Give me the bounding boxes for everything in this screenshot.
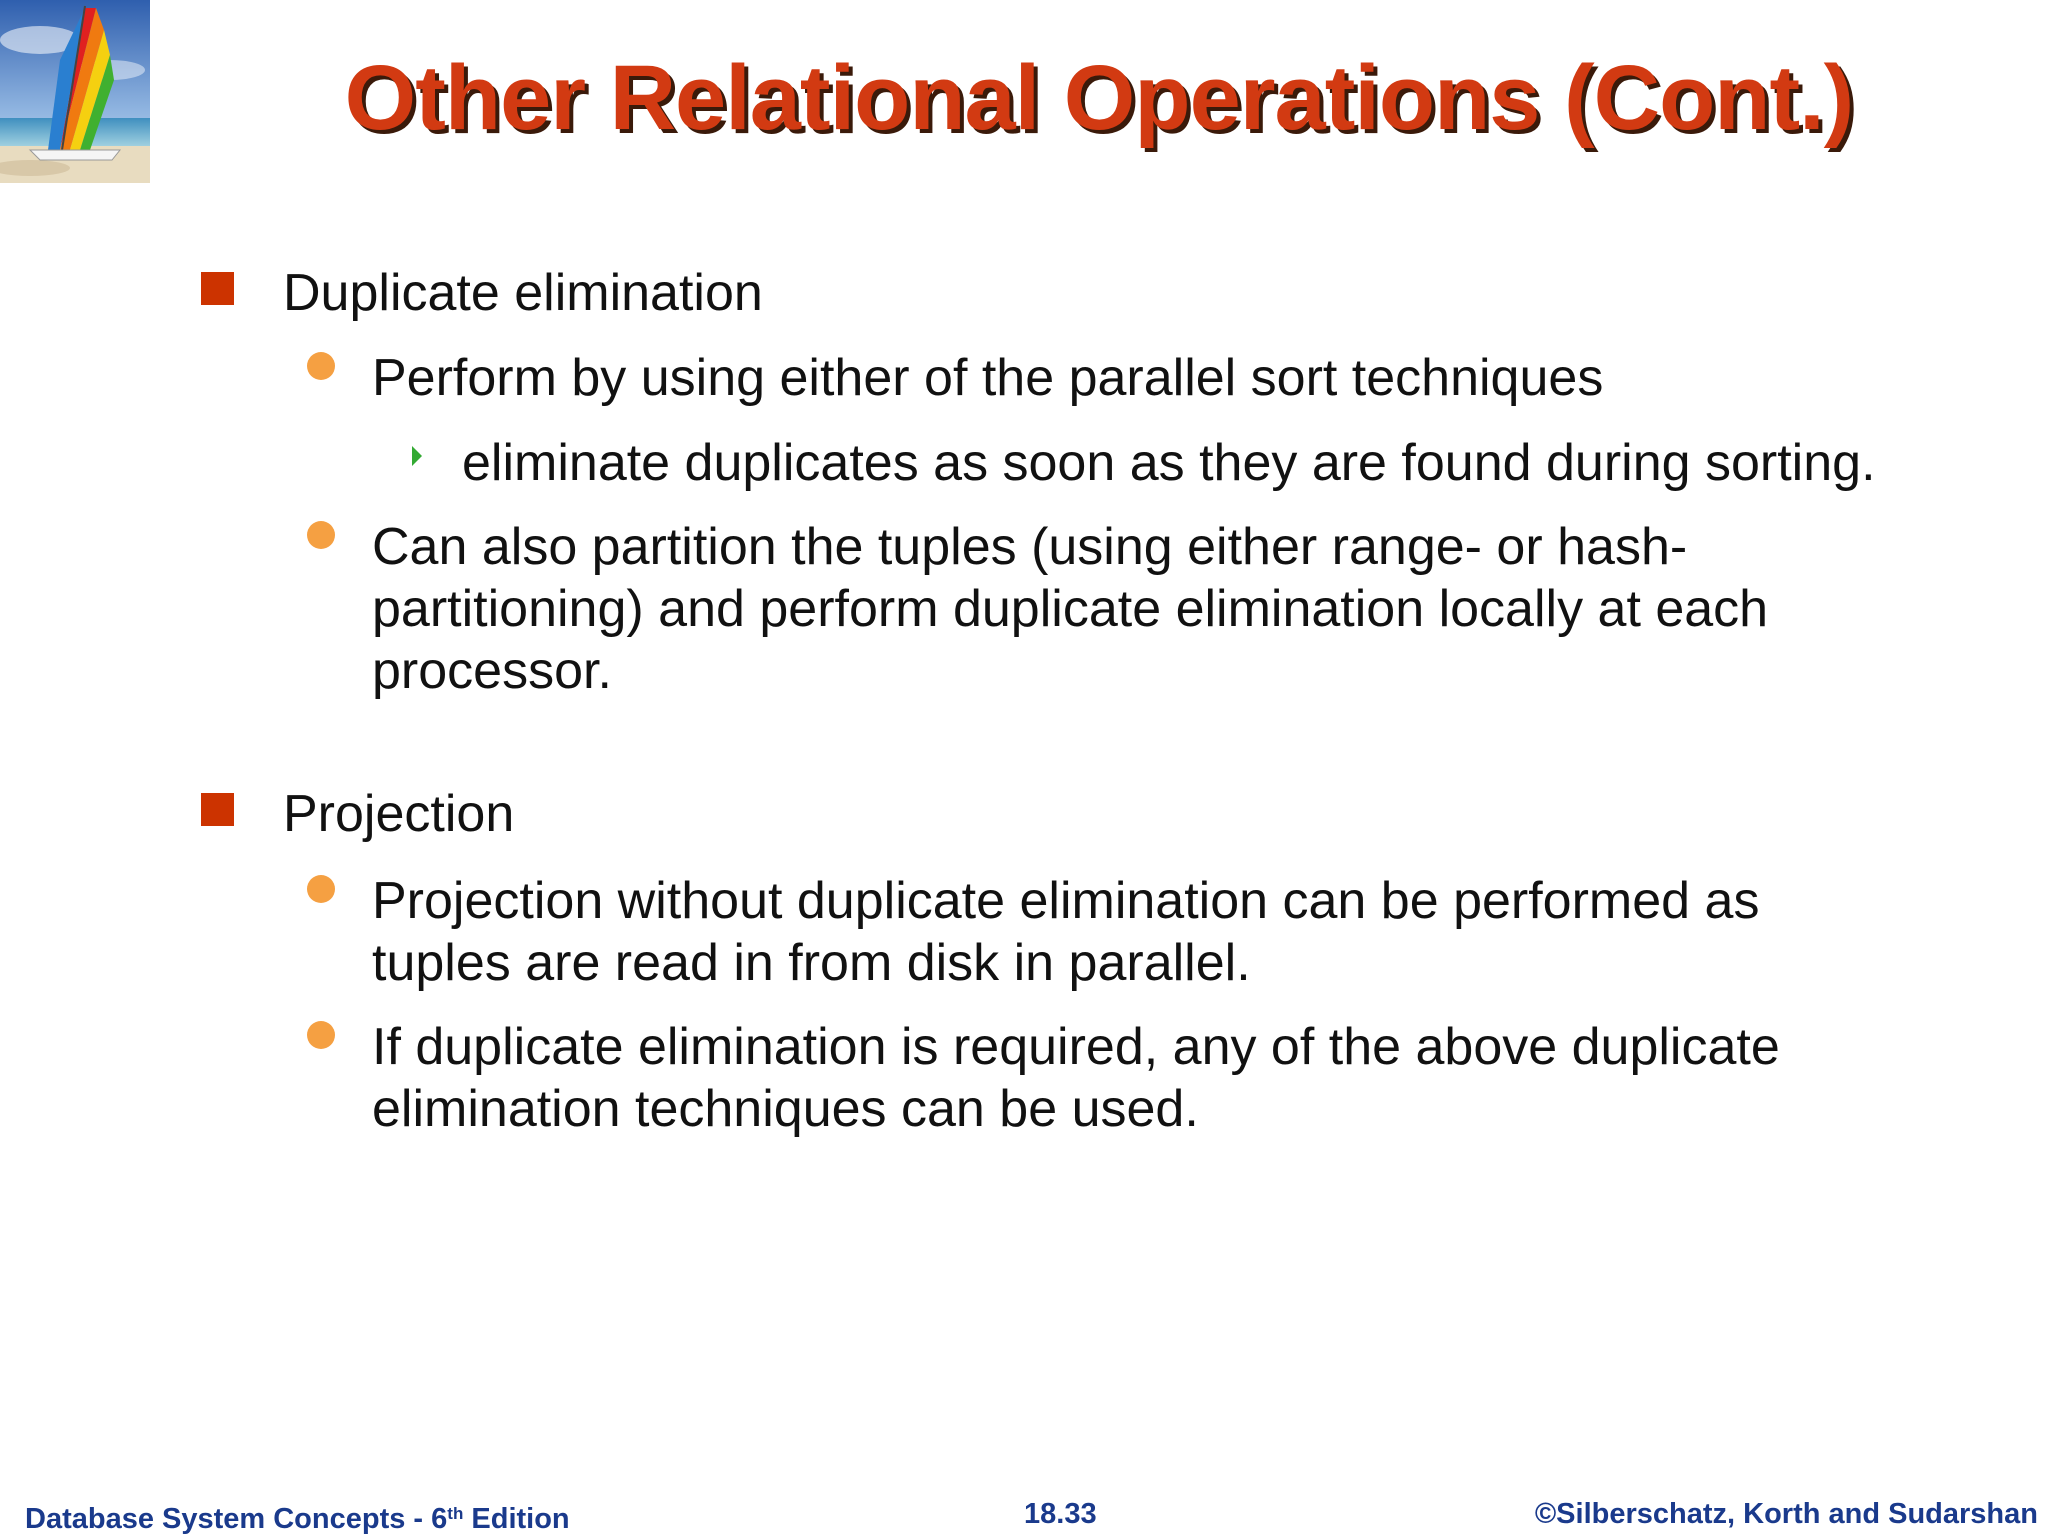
sub-bullet-elimination-required [372,1016,1780,1140]
slide-title: Other Relational Operations (Cont.) [344,47,1854,149]
bullet-duplicate-elimination: Duplicate elimination [283,264,763,322]
arrow-bullet-icon [412,446,422,466]
circle-bullet-icon [307,875,335,903]
square-bullet-icon [201,793,234,826]
text-line: processor. [372,642,612,700]
bullet-projection: Projection [283,785,515,843]
footer-copyright: ©Silberschatz, Korth and Sudarshan [1534,1498,2038,1530]
sub-bullet-partition-tuples [372,516,1768,702]
footer-edition-suffix: th [447,1504,464,1523]
footer-book-title-prefix: Database System Concepts - 6 [25,1503,448,1535]
sailboat-logo-image [0,0,150,183]
circle-bullet-icon [307,352,335,380]
text-line: elimination techniques can be used. [372,1080,1199,1138]
text-line: Can also partition the tuples (using either range- or hash- [372,518,1688,576]
sub-bullet-projection-without-elimination [372,870,1759,994]
footer-page-number: 18.33 [1024,1498,1097,1530]
sub-bullet-parallel-sort: Perform by using either of the parallel sort techniques [372,349,1604,407]
footer-book-title-suffix: Edition [463,1503,570,1535]
sailboat-logo [0,0,150,183]
text-line: If duplicate elimination is required, any of the above duplicate [372,1018,1780,1076]
text-line: partitioning) and perform duplicate elimination locally at each [372,580,1769,638]
text-line: tuples are read in from disk in parallel. [372,934,1251,992]
square-bullet-icon [201,272,234,305]
footer-book-title [25,1497,570,1536]
circle-bullet-icon [307,1021,335,1049]
circle-bullet-icon [307,521,335,549]
text-line: Projection without duplicate elimination can be performed as [372,872,1760,930]
sub-sub-bullet-eliminate-duplicates: eliminate duplicates as soon as they are found during sorting. [462,434,1876,492]
